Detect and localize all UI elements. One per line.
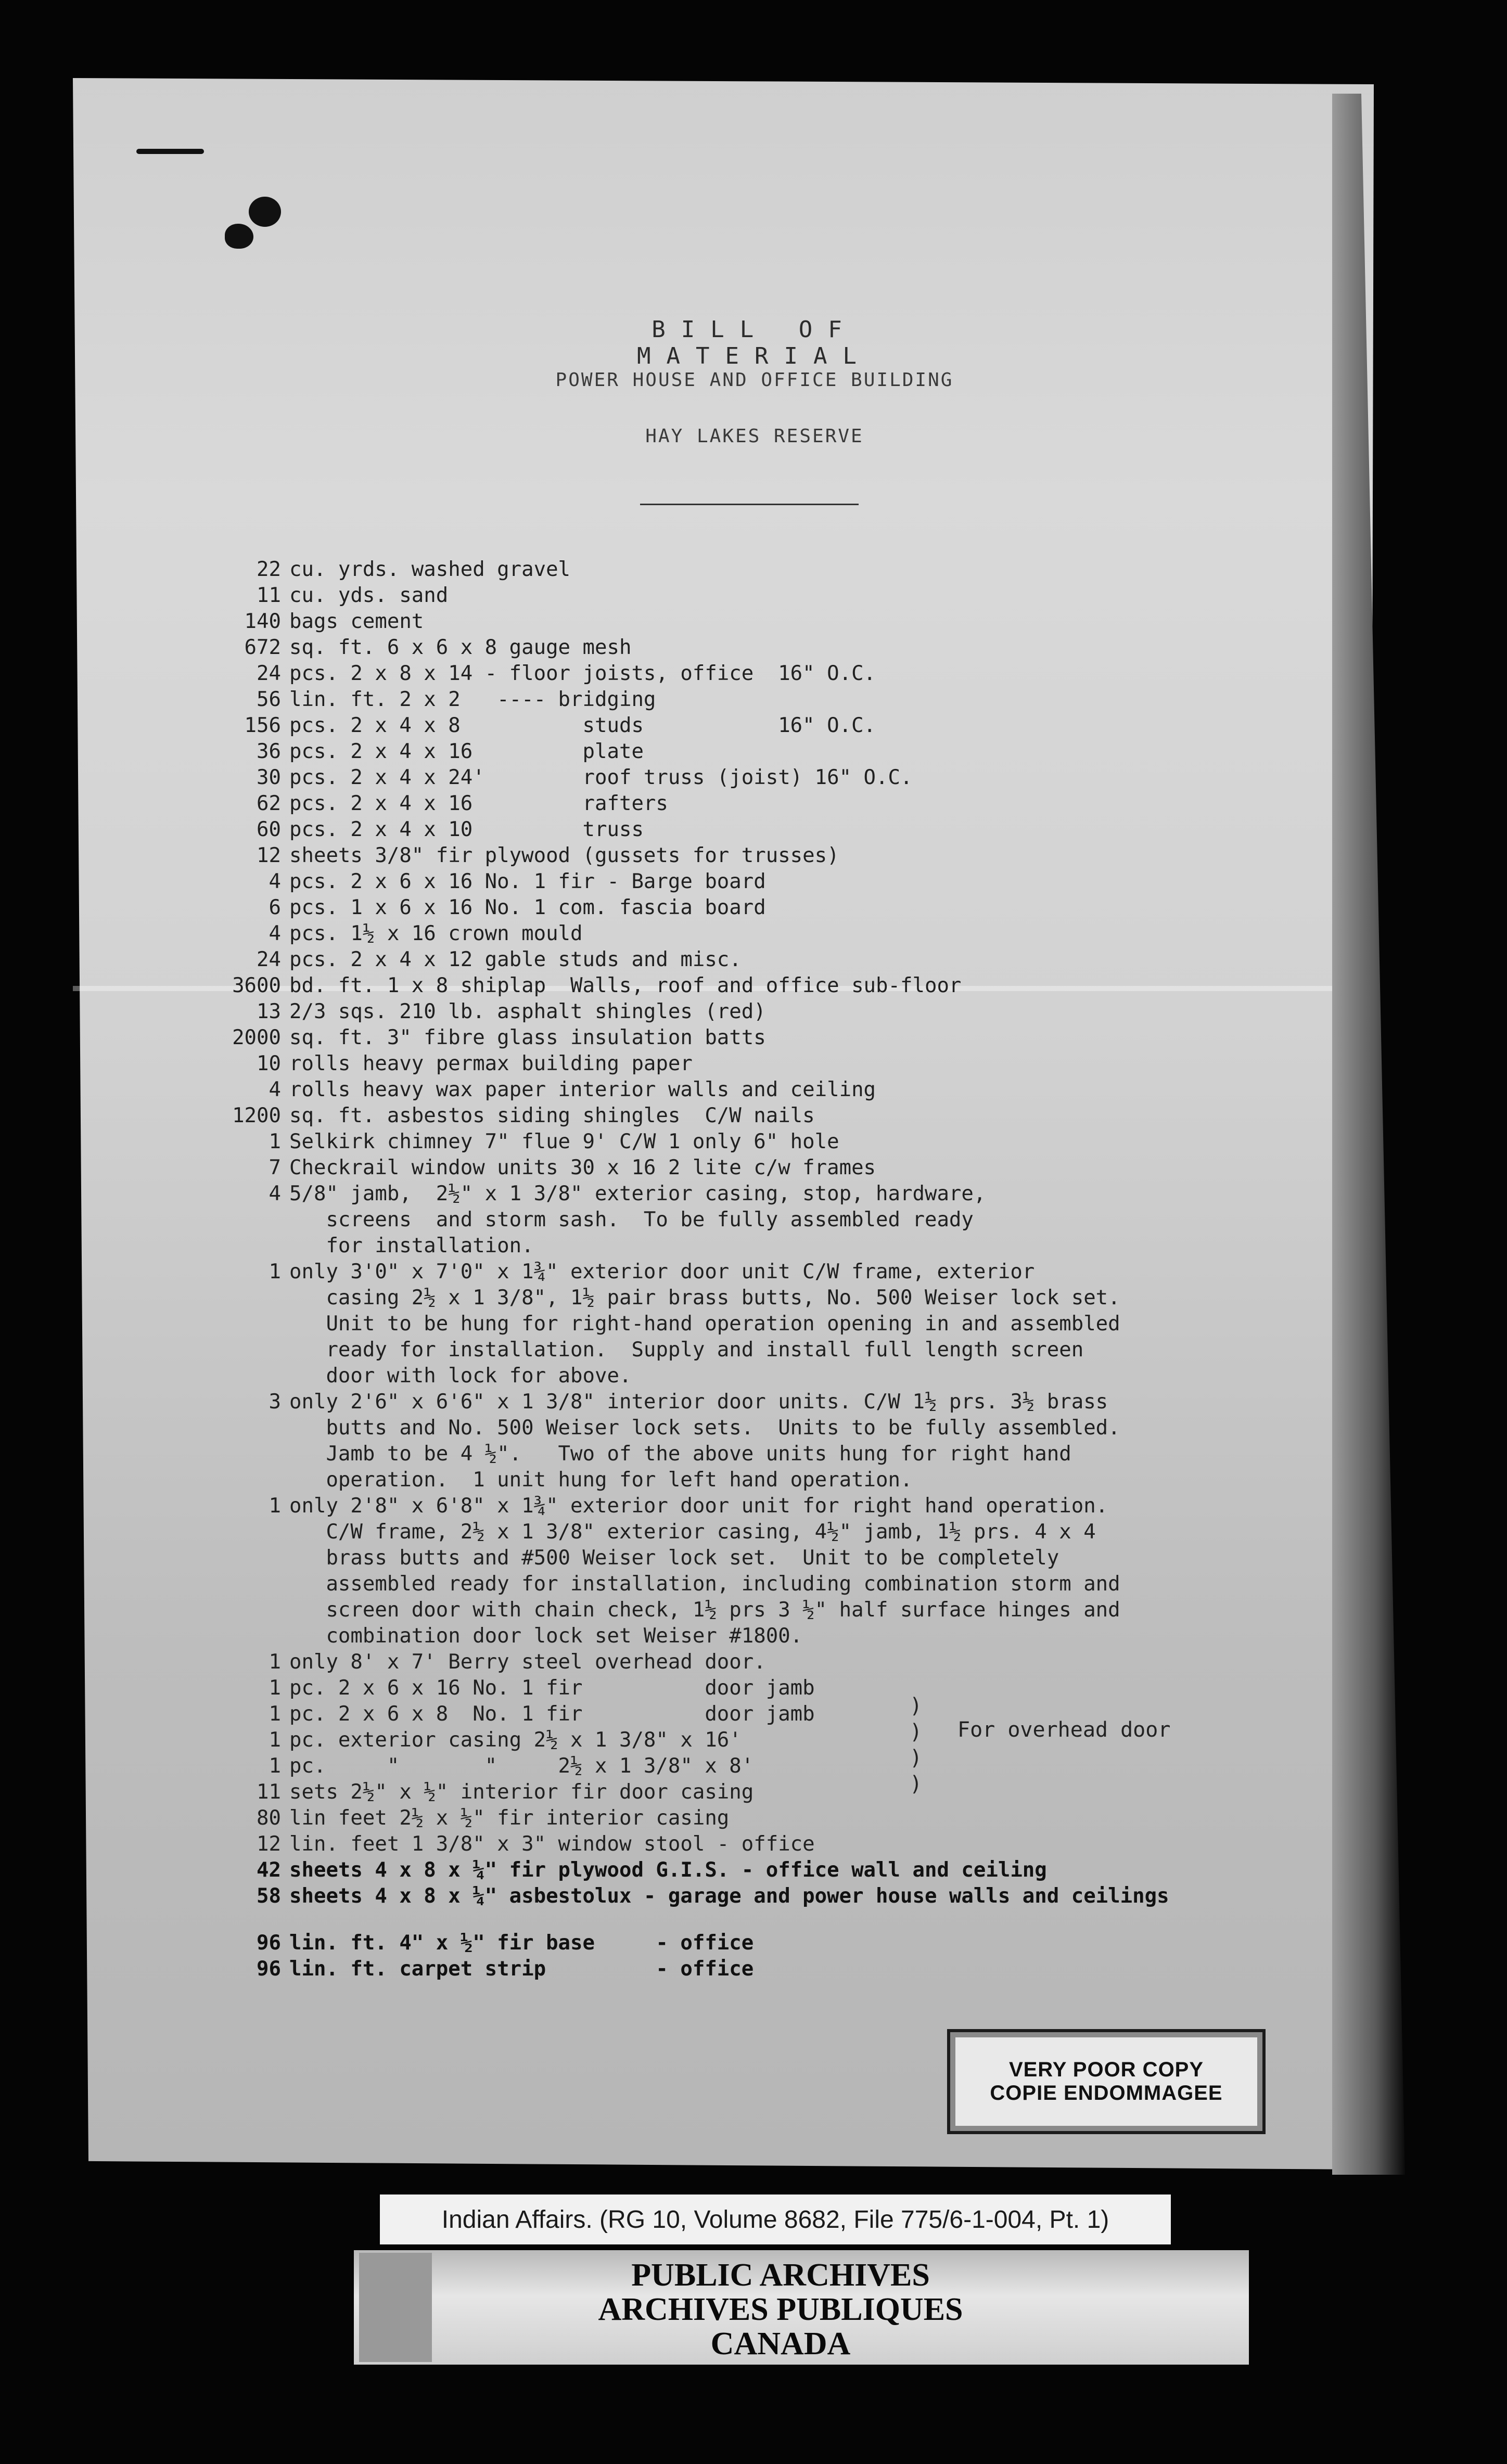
- item-quantity: 1200: [232, 1104, 281, 1127]
- list-item: [172, 1519, 1317, 1545]
- item-quantity: 4: [269, 1078, 281, 1101]
- item-description: only 3'0" x 7'0" x 1¾" exterior door unit C/W frame, exterior: [289, 1260, 1035, 1284]
- item-quantity: 1: [269, 1494, 281, 1518]
- item-description: lin feet 2½ x ½" fir interior casing: [289, 1806, 730, 1830]
- bracket: ): [910, 1694, 923, 1718]
- list-item: [172, 765, 1317, 791]
- title-rule: [640, 504, 859, 505]
- item-description: 2/3 sqs. 210 lb. asphalt shingles (red): [289, 1000, 766, 1023]
- item-description: operation. 1 unit hung for left hand operation.: [289, 1468, 913, 1492]
- list-item: [172, 1103, 1317, 1129]
- item-quantity: 2000: [232, 1026, 281, 1049]
- item-quantity: 4: [269, 922, 281, 945]
- item-quantity: 30: [257, 766, 281, 789]
- stamp-line-english: VERY POOR COPY: [1008, 2058, 1204, 2081]
- item-description: pc. 2 x 6 x 8 No. 1 fir door jamb: [289, 1702, 815, 1726]
- item-description: pcs. 1½ x 16 crown mould: [289, 922, 583, 945]
- item-description: pc. exterior casing 2½ x 1 3/8" x 16': [289, 1728, 742, 1752]
- list-item: [172, 791, 1317, 817]
- list-item: [172, 817, 1317, 843]
- list-item: [172, 1285, 1317, 1311]
- item-description: sq. ft. asbestos siding shingles C/W nails: [289, 1104, 815, 1127]
- item-description: sq. ft. 3" fibre glass insulation batts: [289, 1026, 766, 1049]
- item-quantity: 1: [269, 1260, 281, 1284]
- list-item: [172, 1930, 1317, 1956]
- list-item: [172, 1389, 1317, 1415]
- item-description: combination door lock set Weiser #1800.: [289, 1624, 803, 1648]
- item-description: cu. yrds. washed gravel: [289, 558, 571, 581]
- item-quantity: 672: [244, 636, 281, 659]
- ink-blot: [249, 197, 281, 227]
- document-subtitle: POWER HOUSE AND OFFICE BUILDING: [555, 369, 954, 391]
- list-item: [172, 843, 1317, 869]
- list-item: [172, 1649, 1317, 1675]
- item-quantity: 22: [257, 558, 281, 581]
- item-description: for installation.: [289, 1234, 534, 1257]
- list-item: [172, 1493, 1317, 1519]
- item-description: lin. ft. carpet strip - office: [289, 1957, 754, 1981]
- list-item: [172, 739, 1317, 765]
- item-quantity: 13: [257, 1000, 281, 1023]
- list-item: [172, 921, 1317, 947]
- list-item: [172, 1025, 1317, 1051]
- item-description: cu. yds. sand: [289, 584, 449, 607]
- list-item: [172, 1181, 1317, 1207]
- list-item: [172, 1805, 1317, 1831]
- item-description: sheets 4 x 8 x ¼" fir plywood G.I.S. - office wall and ceiling: [289, 1858, 1047, 1882]
- list-item: [172, 1337, 1317, 1363]
- list-item: [172, 1779, 1317, 1805]
- item-description: lin. ft. 2 x 2 ---- bridging: [289, 688, 656, 711]
- archive-line-country: CANADA: [710, 2326, 851, 2362]
- list-item: [172, 583, 1317, 609]
- item-description: brass butts and #500 Weiser lock set. Unit to be completely: [289, 1546, 1059, 1570]
- list-item: [172, 1363, 1317, 1389]
- item-description: lin. ft. 4" x ½" fir base - office: [289, 1931, 754, 1955]
- item-quantity: 42: [257, 1858, 281, 1882]
- item-description: rolls heavy permax building paper: [289, 1052, 693, 1075]
- item-description: ready for installation. Supply and install full length screen: [289, 1338, 1084, 1362]
- list-item: [172, 1259, 1317, 1285]
- document-location: HAY LAKES RESERVE: [645, 426, 864, 447]
- item-quantity: 1: [269, 1650, 281, 1674]
- item-description: rolls heavy wax paper interior walls and ceiling: [289, 1078, 876, 1101]
- item-quantity: 6: [269, 896, 281, 919]
- item-description: sheets 4 x 8 x ¼" asbestolux - garage and power house walls and ceilings: [289, 1884, 1169, 1908]
- list-item: [172, 1207, 1317, 1233]
- item-quantity: 96: [257, 1957, 281, 1981]
- stamp-line-french: COPIE ENDOMMAGEE: [990, 2082, 1223, 2104]
- list-item: [172, 1883, 1317, 1909]
- list-item: [172, 1311, 1317, 1337]
- list-item: [172, 999, 1317, 1025]
- list-item: [172, 947, 1317, 973]
- item-description: pcs. 2 x 8 x 14 - floor joists, office 16" O.C.: [289, 662, 876, 685]
- item-description: pcs. 2 x 4 x 24' roof truss (joist) 16" O.C.: [289, 766, 913, 789]
- list-item: [172, 713, 1317, 739]
- item-quantity: 140: [244, 610, 281, 633]
- item-description: sheets 3/8" fir plywood (gussets for trusses): [289, 844, 839, 867]
- item-description: pcs. 1 x 6 x 16 No. 1 com. fascia board: [289, 896, 766, 919]
- item-description: sets 2½" x ½" interior fir door casing: [289, 1780, 754, 1804]
- list-item: [172, 609, 1317, 635]
- item-quantity: 4: [269, 870, 281, 893]
- list-item: [172, 557, 1317, 583]
- item-quantity: 10: [257, 1052, 281, 1075]
- item-quantity: 60: [257, 818, 281, 841]
- item-quantity: 1: [269, 1676, 281, 1700]
- item-quantity: 36: [257, 740, 281, 763]
- list-item: [172, 1753, 1317, 1779]
- item-quantity: 24: [257, 948, 281, 971]
- condition-stamp: [947, 2029, 1266, 2134]
- list-item: [172, 1441, 1317, 1467]
- bracket: ): [910, 1720, 923, 1744]
- item-description: C/W frame, 2½ x 1 3/8" exterior casing, 4½" jamb, 1½ prs. 4 x 4: [289, 1520, 1096, 1544]
- list-item: [172, 1831, 1317, 1857]
- item-description: only 8' x 7' Berry steel overhead door.: [289, 1650, 766, 1674]
- item-quantity: 12: [257, 844, 281, 867]
- archive-label: [572, 2258, 989, 2361]
- item-description: sq. ft. 6 x 6 x 8 gauge mesh: [289, 636, 632, 659]
- item-quantity: 11: [257, 584, 281, 607]
- item-description: pcs. 2 x 4 x 12 gable studs and misc.: [289, 948, 742, 971]
- list-item: [172, 1051, 1317, 1077]
- document-title: BILL OF MATERIAL: [637, 316, 872, 369]
- list-item: [172, 1956, 1317, 1982]
- list-item: [172, 1675, 1317, 1701]
- ink-blot: [225, 224, 253, 249]
- item-quantity: 7: [269, 1156, 281, 1179]
- list-item: [172, 895, 1317, 921]
- item-quantity: 1: [269, 1754, 281, 1778]
- item-quantity: 12: [257, 1832, 281, 1856]
- item-quantity: 11: [257, 1780, 281, 1804]
- list-item: [172, 1571, 1317, 1597]
- item-description: Selkirk chimney 7" flue 9' C/W 1 only 6" hole: [289, 1130, 839, 1153]
- item-description: lin. feet 1 3/8" x 3" window stool - office: [289, 1832, 815, 1856]
- item-description: pcs. 2 x 4 x 16 plate: [289, 740, 644, 763]
- item-quantity: 62: [257, 792, 281, 815]
- item-description: assembled ready for installation, including combination storm and: [289, 1572, 1120, 1596]
- list-item: [172, 1467, 1317, 1493]
- item-description: pcs. 2 x 4 x 16 rafters: [289, 792, 668, 815]
- item-description: door with lock for above.: [289, 1364, 632, 1388]
- list-item: [172, 1623, 1317, 1649]
- item-quantity: 80: [257, 1806, 281, 1830]
- list-item: [172, 1129, 1317, 1155]
- item-quantity: 1: [269, 1130, 281, 1153]
- item-description: pcs. 2 x 4 x 10 truss: [289, 818, 644, 841]
- overhead-door-note: For overhead door: [957, 1718, 1171, 1742]
- item-description: screen door with chain check, 1½ prs 3 ½" half surface hinges and: [289, 1598, 1120, 1622]
- item-quantity: 156: [244, 714, 281, 737]
- item-description: butts and No. 500 Weiser lock sets. Units to be fully assembled.: [289, 1416, 1120, 1440]
- list-item: [172, 973, 1317, 999]
- item-quantity: 1: [269, 1702, 281, 1726]
- list-item: [172, 1597, 1317, 1623]
- strip-tab: [359, 2253, 432, 2362]
- item-description: only 2'8" x 6'8" x 1¾" exterior door unit for right hand operation.: [289, 1494, 1108, 1518]
- item-quantity: 4: [269, 1182, 281, 1205]
- item-description: pcs. 2 x 4 x 8 studs 16" O.C.: [289, 714, 876, 737]
- item-description: bags cement: [289, 610, 424, 633]
- ink-mark: [136, 149, 204, 154]
- item-description: screens and storm sash. To be fully assembled ready: [289, 1208, 974, 1231]
- list-item: [172, 635, 1317, 661]
- item-quantity: 24: [257, 662, 281, 685]
- item-quantity: 1: [269, 1728, 281, 1752]
- list-item: [172, 687, 1317, 713]
- item-description: bd. ft. 1 x 8 shiplap Walls, roof and office sub-floor: [289, 974, 962, 997]
- list-item: [172, 1077, 1317, 1103]
- list-item: [172, 1155, 1317, 1181]
- item-description: Checkrail window units 30 x 16 2 lite c/w frames: [289, 1156, 876, 1179]
- materials-list: [172, 557, 1317, 1982]
- archive-caption: Indian Affairs. (RG 10, Volume 8682, File 775/6-1-004, Pt. 1): [380, 2194, 1171, 2244]
- item-quantity: 96: [257, 1931, 281, 1955]
- item-quantity: 56: [257, 688, 281, 711]
- item-description: Unit to be hung for right-hand operation opening in and assembled: [289, 1312, 1120, 1336]
- archive-line-english: PUBLIC ARCHIVES: [631, 2257, 930, 2293]
- item-description: pcs. 2 x 6 x 16 No. 1 fir - Barge board: [289, 870, 766, 893]
- item-quantity: 3: [269, 1390, 281, 1414]
- item-description: only 2'6" x 6'6" x 1 3/8" interior door units. C/W 1½ prs. 3½ brass: [289, 1390, 1108, 1414]
- archive-line-french: ARCHIVES PUBLIQUES: [598, 2292, 963, 2327]
- list-item: [172, 869, 1317, 895]
- list-item: [172, 1857, 1317, 1883]
- list-item: [172, 1545, 1317, 1571]
- list-item: [172, 1415, 1317, 1441]
- item-description: pc. 2 x 6 x 16 No. 1 fir door jamb: [289, 1676, 815, 1700]
- list-item: [172, 661, 1317, 687]
- bracket: ): [910, 1746, 923, 1770]
- bracket: ): [910, 1772, 923, 1796]
- list-item: [172, 1233, 1317, 1259]
- item-description: casing 2½ x 1 3/8", 1½ pair brass butts, No. 500 Weiser lock set.: [289, 1286, 1120, 1310]
- item-quantity: 3600: [232, 974, 281, 997]
- item-description: pc. " " 2½ x 1 3/8" x 8': [289, 1754, 754, 1778]
- item-description: Jamb to be 4 ½". Two of the above units hung for right hand: [289, 1442, 1071, 1466]
- item-quantity: 58: [257, 1884, 281, 1908]
- item-description: 5/8" jamb, 2½" x 1 3/8" exterior casing, stop, hardware,: [289, 1182, 986, 1205]
